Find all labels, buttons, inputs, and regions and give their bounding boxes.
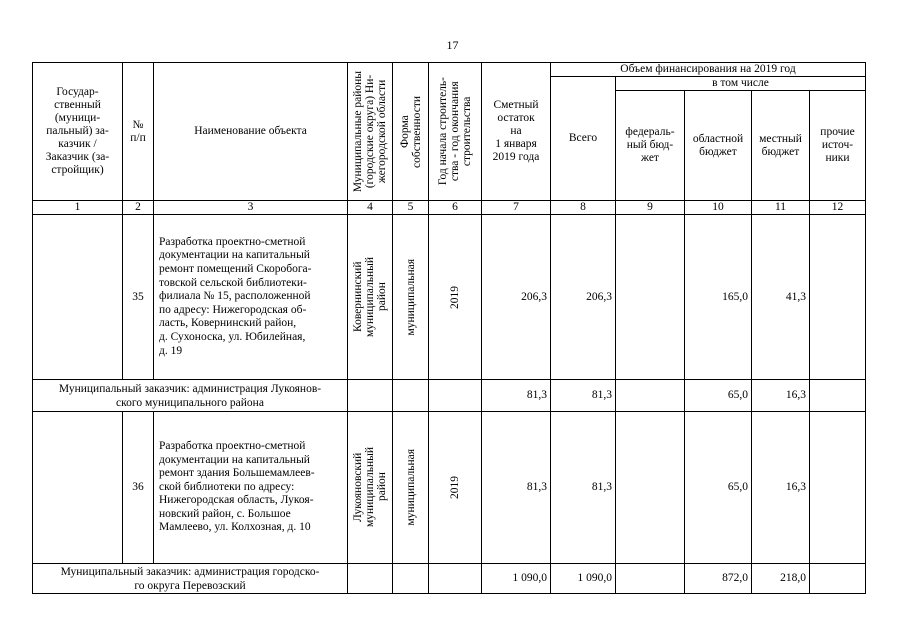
page-number: 17	[446, 38, 459, 52]
other-sources	[810, 564, 866, 594]
financing-table	[32, 62, 866, 594]
header-object-name: Наименование объекта	[154, 63, 348, 201]
district: Лукояновский муниципальный район	[348, 412, 393, 564]
header-customer: Государ- ственный (муници- пальный) за- казчик / Заказчик (за- стройщик)	[33, 63, 123, 201]
empty-cell	[393, 380, 429, 412]
district: Ковернинский муниципальный район	[348, 215, 393, 380]
estimated-balance: 1 090,0	[482, 564, 551, 594]
column-number: 7	[482, 201, 551, 215]
customer-subtotal-row	[33, 564, 866, 594]
header-federal-budget: федераль- ный бюд- жет	[616, 91, 685, 201]
customer-label: Муниципальный заказчик: администрация Лукоянов- ского муниципального района	[33, 380, 348, 412]
other-sources	[810, 412, 866, 564]
header-districts: Муниципальные районы (городские округа) Ни- жегородской области	[348, 63, 393, 201]
empty-cell	[393, 564, 429, 594]
customer-subtotal-row	[33, 380, 866, 412]
regional-budget: 65,0	[685, 412, 752, 564]
header-ownership: Форма собственности	[393, 63, 429, 201]
total-funding: 81,3	[551, 412, 616, 564]
ownership: муниципальная	[393, 412, 429, 564]
row-number: 36	[123, 412, 154, 564]
header-local-budget: местный бюджет	[752, 91, 810, 201]
regional-budget: 165,0	[685, 215, 752, 380]
regional-budget: 65,0	[685, 380, 752, 412]
federal-budget	[616, 215, 685, 380]
column-number: 2	[123, 201, 154, 215]
column-number: 12	[810, 201, 866, 215]
column-number: 9	[616, 201, 685, 215]
empty-cell	[348, 564, 393, 594]
header-regional-budget: областной бюджет	[685, 91, 752, 201]
construction-year: 2019	[429, 215, 482, 380]
federal-budget	[616, 412, 685, 564]
header-funding: Объем финансирования на 2019 год	[551, 63, 866, 77]
local-budget: 41,3	[752, 215, 810, 380]
local-budget: 218,0	[752, 564, 810, 594]
column-number-row	[33, 201, 866, 215]
local-budget: 16,3	[752, 412, 810, 564]
customer-label: Муниципальный заказчик: администрация городско- го округа Перевозский	[33, 564, 348, 594]
estimated-balance: 206,3	[482, 215, 551, 380]
column-number: 10	[685, 201, 752, 215]
empty-cell	[429, 380, 482, 412]
table-row	[33, 412, 866, 564]
estimated-balance: 81,3	[482, 412, 551, 564]
total-funding: 1 090,0	[551, 564, 616, 594]
regional-budget: 872,0	[685, 564, 752, 594]
column-number: 11	[752, 201, 810, 215]
total-funding: 206,3	[551, 215, 616, 380]
table-row	[33, 215, 866, 380]
header-number: № п/п	[123, 63, 154, 201]
object-name: Разработка проектно-сметной документации на капитальный ремонт здания Большемамлеев- ской библиотеки по адресу: Нижегородская область, Лукоя- новский район, с. Большое Мамлеево, ул. Колхозная, д. 10	[154, 412, 348, 564]
header-other-sources: прочие источ- ники	[810, 91, 866, 201]
federal-budget	[616, 564, 685, 594]
local-budget: 16,3	[752, 380, 810, 412]
column-number: 3	[154, 201, 348, 215]
construction-year: 2019	[429, 412, 482, 564]
object-name: Разработка проектно-сметной документации на капитальный ремонт помещений Скоробога- товской сельской библиотеки- филиала № 15, расположенной по адресу: Нижегородская об- ласть, Ковернинский район, д. Сухоноска, ул. Юбилейная, д. 19	[154, 215, 348, 380]
empty-cell	[348, 380, 393, 412]
column-number: 1	[33, 201, 123, 215]
other-sources	[810, 380, 866, 412]
other-sources	[810, 215, 866, 380]
federal-budget	[616, 380, 685, 412]
total-funding: 81,3	[551, 380, 616, 412]
customer-cell	[33, 412, 123, 564]
empty-cell	[429, 564, 482, 594]
header-total: Всего	[551, 77, 616, 201]
header-construction-years: Год начала строитель- ства - год окончания строительства	[429, 63, 482, 201]
column-number: 6	[429, 201, 482, 215]
row-number: 35	[123, 215, 154, 380]
header-including: в том числе	[616, 77, 866, 91]
header-estimated-balance: Сметный остаток на 1 января 2019 года	[482, 63, 551, 201]
column-number: 5	[393, 201, 429, 215]
customer-cell	[33, 215, 123, 380]
estimated-balance: 81,3	[482, 380, 551, 412]
ownership: муниципальная	[393, 215, 429, 380]
column-number: 4	[348, 201, 393, 215]
column-number: 8	[551, 201, 616, 215]
